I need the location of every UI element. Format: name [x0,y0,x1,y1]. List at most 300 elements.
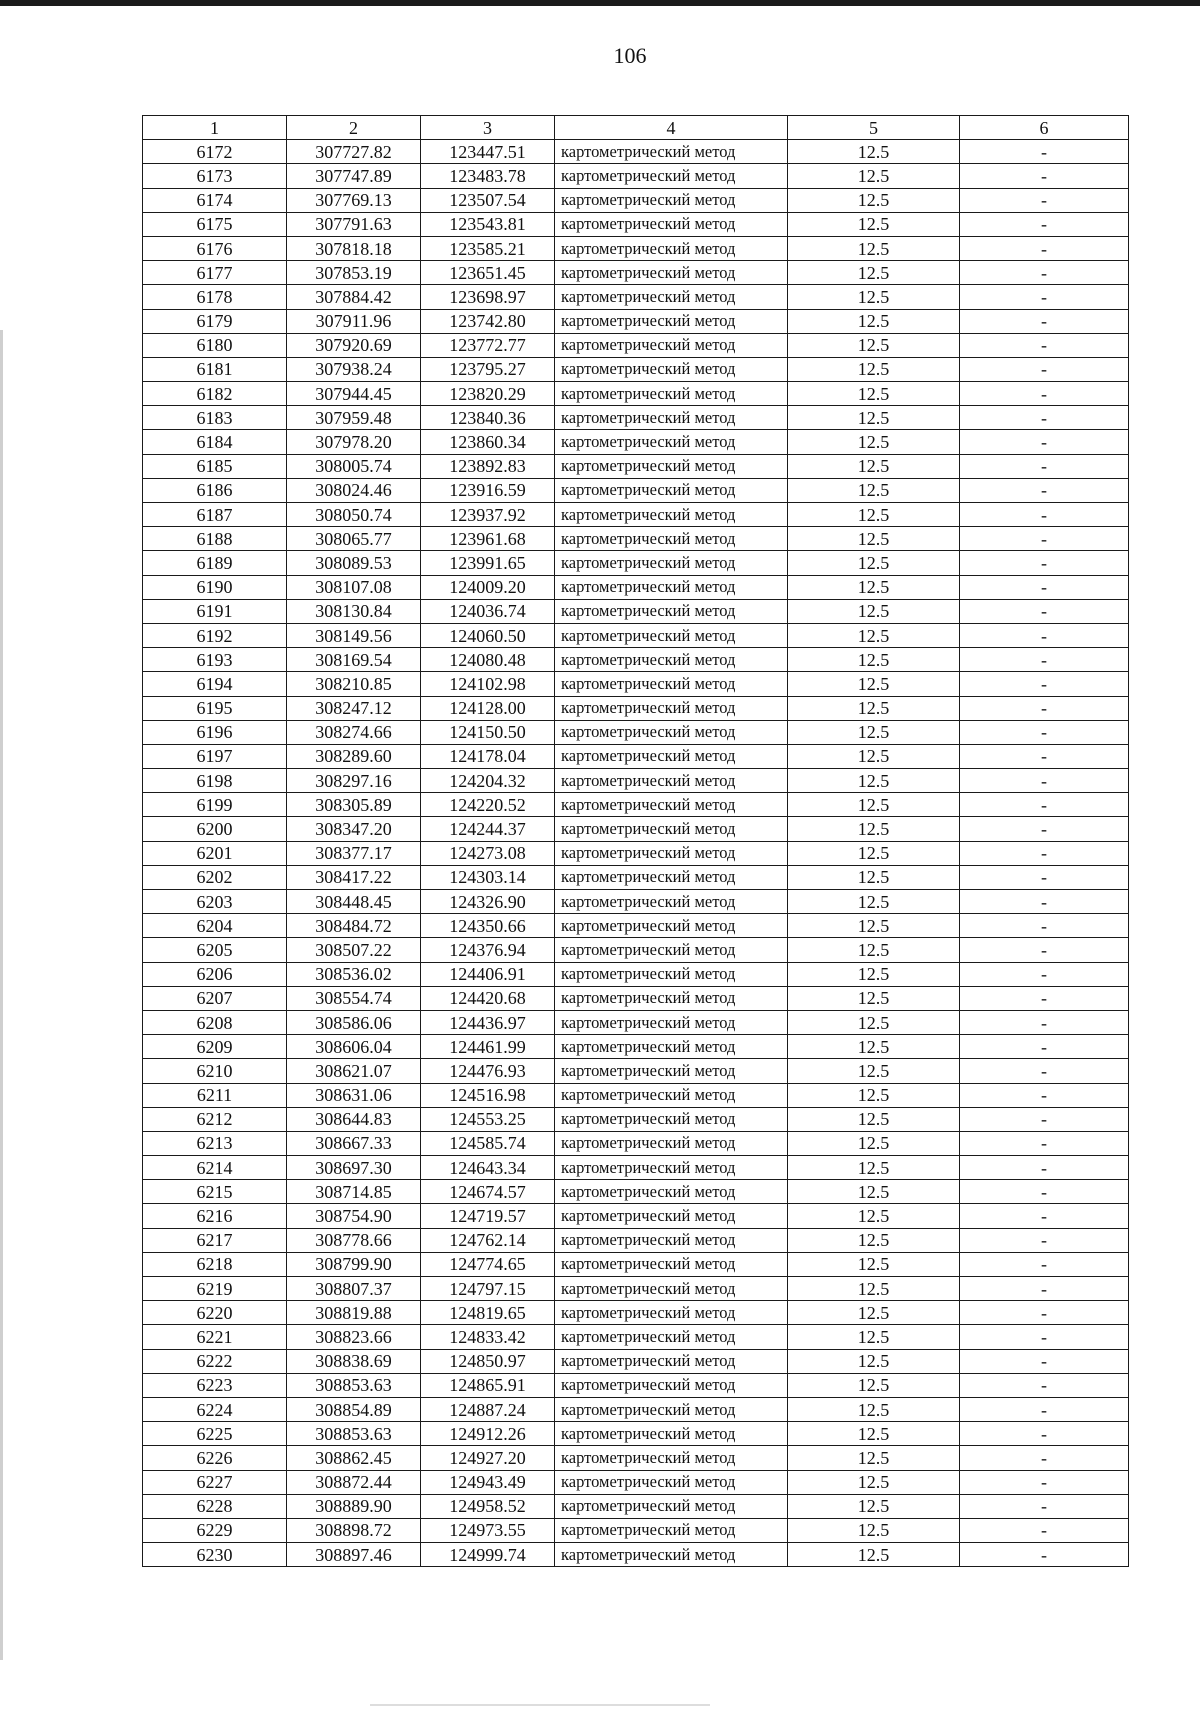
y-coordinate-cell: 124303.14 [421,865,555,889]
accuracy-cell: 12.5 [788,938,960,962]
x-coordinate-cell: 308667.33 [287,1131,421,1155]
note-cell: - [960,696,1129,720]
point-number-cell: 6178 [143,285,287,309]
accuracy-cell: 12.5 [788,285,960,309]
note-cell: - [960,406,1129,430]
note-cell: - [960,1156,1129,1180]
header-cell-1: 1 [143,116,287,140]
note-cell: - [960,817,1129,841]
y-coordinate-cell: 124819.65 [421,1301,555,1325]
method-cell: картометрический метод [555,1470,788,1494]
note-cell: - [960,1518,1129,1542]
y-coordinate-cell: 124516.98 [421,1083,555,1107]
y-coordinate-cell: 124273.08 [421,841,555,865]
point-number-cell: 6196 [143,720,287,744]
method-cell: картометрический метод [555,1156,788,1180]
note-cell: - [960,1543,1129,1567]
method-cell: картометрический метод [555,769,788,793]
method-cell: картометрический метод [555,333,788,357]
x-coordinate-cell: 308853.63 [287,1373,421,1397]
table-row [143,212,1129,236]
y-coordinate-cell: 124376.94 [421,938,555,962]
x-coordinate-cell: 308799.90 [287,1252,421,1276]
note-cell: - [960,1010,1129,1034]
x-coordinate-cell: 308448.45 [287,890,421,914]
top-border-rule [0,0,1200,6]
method-cell: картометрический метод [555,1349,788,1373]
accuracy-cell: 12.5 [788,1083,960,1107]
table-row [143,1035,1129,1059]
header-cell-4: 4 [555,116,788,140]
x-coordinate-cell: 308897.46 [287,1543,421,1567]
y-coordinate-cell: 124150.50 [421,720,555,744]
point-number-cell: 6173 [143,164,287,188]
note-cell: - [960,527,1129,551]
note-cell: - [960,1494,1129,1518]
header-cell-5: 5 [788,116,960,140]
x-coordinate-cell: 308872.44 [287,1470,421,1494]
y-coordinate-cell: 124080.48 [421,648,555,672]
x-coordinate-cell: 308854.89 [287,1397,421,1421]
table-row [143,261,1129,285]
note-cell: - [960,1277,1129,1301]
point-number-cell: 6191 [143,599,287,623]
x-coordinate-cell: 308297.16 [287,769,421,793]
table-row [143,841,1129,865]
point-number-cell: 6209 [143,1035,287,1059]
table-row [143,1107,1129,1131]
table-row [143,696,1129,720]
table-row [143,1010,1129,1034]
x-coordinate-cell: 307959.48 [287,406,421,430]
method-cell: картометрический метод [555,1446,788,1470]
point-number-cell: 6214 [143,1156,287,1180]
note-cell: - [960,1446,1129,1470]
table-row [143,744,1129,768]
method-cell: картометрический метод [555,1494,788,1518]
table-row [143,382,1129,406]
method-cell: картометрический метод [555,1204,788,1228]
note-cell: - [960,744,1129,768]
point-number-cell: 6228 [143,1494,287,1518]
header-cell-3: 3 [421,116,555,140]
x-coordinate-cell: 308778.66 [287,1228,421,1252]
note-cell: - [960,1107,1129,1131]
method-cell: картометрический метод [555,1373,788,1397]
accuracy-cell: 12.5 [788,1373,960,1397]
x-coordinate-cell: 308819.88 [287,1301,421,1325]
table-row [143,236,1129,260]
method-cell: картометрический метод [555,1422,788,1446]
y-coordinate-cell: 124350.66 [421,914,555,938]
method-cell: картометрический метод [555,1228,788,1252]
method-cell: картометрический метод [555,793,788,817]
method-cell: картометрический метод [555,599,788,623]
y-coordinate-cell: 123795.27 [421,357,555,381]
x-coordinate-cell: 307884.42 [287,285,421,309]
accuracy-cell: 12.5 [788,1397,960,1421]
method-cell: картометрический метод [555,478,788,502]
method-cell: картометрический метод [555,648,788,672]
accuracy-cell: 12.5 [788,769,960,793]
table-row [143,720,1129,744]
point-number-cell: 6225 [143,1422,287,1446]
scan-edge-shadow [0,330,3,1660]
accuracy-cell: 12.5 [788,1204,960,1228]
note-cell: - [960,1059,1129,1083]
point-number-cell: 6195 [143,696,287,720]
y-coordinate-cell: 124060.50 [421,623,555,647]
accuracy-cell: 12.5 [788,672,960,696]
accuracy-cell: 12.5 [788,986,960,1010]
method-cell: картометрический метод [555,164,788,188]
point-number-cell: 6189 [143,551,287,575]
table-row [143,1422,1129,1446]
y-coordinate-cell: 124009.20 [421,575,555,599]
y-coordinate-cell: 124476.93 [421,1059,555,1083]
method-cell: картометрический метод [555,527,788,551]
point-number-cell: 6222 [143,1349,287,1373]
table-row [143,575,1129,599]
point-number-cell: 6175 [143,212,287,236]
accuracy-cell: 12.5 [788,406,960,430]
accuracy-cell: 12.5 [788,817,960,841]
note-cell: - [960,841,1129,865]
x-coordinate-cell: 308417.22 [287,865,421,889]
accuracy-cell: 12.5 [788,478,960,502]
point-number-cell: 6183 [143,406,287,430]
x-coordinate-cell: 308554.74 [287,986,421,1010]
method-cell: картометрический метод [555,1543,788,1567]
accuracy-cell: 12.5 [788,382,960,406]
table-row [143,1131,1129,1155]
table-row [143,309,1129,333]
point-number-cell: 6184 [143,430,287,454]
table-row [143,478,1129,502]
accuracy-cell: 12.5 [788,1131,960,1155]
x-coordinate-cell: 308853.63 [287,1422,421,1446]
x-coordinate-cell: 308289.60 [287,744,421,768]
note-cell: - [960,672,1129,696]
method-cell: картометрический метод [555,817,788,841]
note-cell: - [960,986,1129,1010]
accuracy-cell: 12.5 [788,1325,960,1349]
y-coordinate-cell: 124436.97 [421,1010,555,1034]
table-row [143,599,1129,623]
y-coordinate-cell: 124958.52 [421,1494,555,1518]
accuracy-cell: 12.5 [788,1156,960,1180]
point-number-cell: 6197 [143,744,287,768]
table-row [143,503,1129,527]
x-coordinate-cell: 308024.46 [287,478,421,502]
y-coordinate-cell: 124762.14 [421,1228,555,1252]
point-number-cell: 6200 [143,817,287,841]
x-coordinate-cell: 308050.74 [287,503,421,527]
header-cell-6: 6 [960,116,1129,140]
method-cell: картометрический метод [555,720,788,744]
x-coordinate-cell: 308107.08 [287,575,421,599]
accuracy-cell: 12.5 [788,1349,960,1373]
x-coordinate-cell: 308377.17 [287,841,421,865]
accuracy-cell: 12.5 [788,744,960,768]
y-coordinate-cell: 123892.83 [421,454,555,478]
table-row [143,140,1129,164]
accuracy-cell: 12.5 [788,890,960,914]
point-number-cell: 6181 [143,357,287,381]
x-coordinate-cell: 307727.82 [287,140,421,164]
method-cell: картометрический метод [555,986,788,1010]
table-row [143,1301,1129,1325]
note-cell: - [960,1131,1129,1155]
point-number-cell: 6202 [143,865,287,889]
x-coordinate-cell: 308247.12 [287,696,421,720]
method-cell: картометрический метод [555,1035,788,1059]
y-coordinate-cell: 123840.36 [421,406,555,430]
point-number-cell: 6223 [143,1373,287,1397]
table-row [143,1277,1129,1301]
point-number-cell: 6221 [143,1325,287,1349]
x-coordinate-cell: 307920.69 [287,333,421,357]
accuracy-cell: 12.5 [788,1518,960,1542]
point-number-cell: 6172 [143,140,287,164]
page-number: 106 [613,43,647,68]
note-cell: - [960,478,1129,502]
note-cell: - [960,1083,1129,1107]
x-coordinate-cell: 308862.45 [287,1446,421,1470]
method-cell: картометрический метод [555,285,788,309]
table-row [143,188,1129,212]
accuracy-cell: 12.5 [788,1494,960,1518]
table-row [143,623,1129,647]
note-cell: - [960,793,1129,817]
point-number-cell: 6207 [143,986,287,1010]
accuracy-cell: 12.5 [788,212,960,236]
table-row [143,1156,1129,1180]
note-cell: - [960,333,1129,357]
x-coordinate-cell: 308089.53 [287,551,421,575]
y-coordinate-cell: 123543.81 [421,212,555,236]
coordinates-table-body [143,116,1129,1567]
x-coordinate-cell: 307769.13 [287,188,421,212]
x-coordinate-cell: 308149.56 [287,623,421,647]
accuracy-cell: 12.5 [788,430,960,454]
x-coordinate-cell: 308606.04 [287,1035,421,1059]
method-cell: картометрический метод [555,1252,788,1276]
x-coordinate-cell: 308274.66 [287,720,421,744]
table-row [143,769,1129,793]
note-cell: - [960,720,1129,744]
table-row [143,1325,1129,1349]
point-number-cell: 6186 [143,478,287,502]
point-number-cell: 6182 [143,382,287,406]
note-cell: - [960,454,1129,478]
x-coordinate-cell: 308621.07 [287,1059,421,1083]
table-row [143,1494,1129,1518]
point-number-cell: 6192 [143,623,287,647]
note-cell: - [960,188,1129,212]
y-coordinate-cell: 124999.74 [421,1543,555,1567]
y-coordinate-cell: 124102.98 [421,672,555,696]
table-row [143,865,1129,889]
y-coordinate-cell: 124036.74 [421,599,555,623]
method-cell: картометрический метод [555,1277,788,1301]
table-row [143,1397,1129,1421]
table-row [143,1518,1129,1542]
note-cell: - [960,1349,1129,1373]
method-cell: картометрический метод [555,1010,788,1034]
table-row [143,938,1129,962]
y-coordinate-cell: 123483.78 [421,164,555,188]
y-coordinate-cell: 123916.59 [421,478,555,502]
y-coordinate-cell: 124406.91 [421,962,555,986]
method-cell: картометрический метод [555,865,788,889]
note-cell: - [960,962,1129,986]
table-row [143,1252,1129,1276]
accuracy-cell: 12.5 [788,793,960,817]
accuracy-cell: 12.5 [788,648,960,672]
point-number-cell: 6217 [143,1228,287,1252]
table-row [143,1543,1129,1567]
method-cell: картометрический метод [555,938,788,962]
y-coordinate-cell: 124326.90 [421,890,555,914]
method-cell: картометрический метод [555,261,788,285]
x-coordinate-cell: 307818.18 [287,236,421,260]
note-cell: - [960,551,1129,575]
accuracy-cell: 12.5 [788,236,960,260]
accuracy-cell: 12.5 [788,575,960,599]
point-number-cell: 6208 [143,1010,287,1034]
accuracy-cell: 12.5 [788,1543,960,1567]
scan-artifact [370,1704,710,1706]
accuracy-cell: 12.5 [788,503,960,527]
x-coordinate-cell: 307853.19 [287,261,421,285]
point-number-cell: 6179 [143,309,287,333]
point-number-cell: 6190 [143,575,287,599]
point-number-cell: 6218 [143,1252,287,1276]
method-cell: картометрический метод [555,1301,788,1325]
note-cell: - [960,430,1129,454]
table-row [143,1083,1129,1107]
point-number-cell: 6227 [143,1470,287,1494]
method-cell: картометрический метод [555,672,788,696]
y-coordinate-cell: 124887.24 [421,1397,555,1421]
point-number-cell: 6185 [143,454,287,478]
method-cell: картометрический метод [555,962,788,986]
method-cell: картометрический метод [555,454,788,478]
method-cell: картометрический метод [555,1180,788,1204]
y-coordinate-cell: 124244.37 [421,817,555,841]
table-row [143,962,1129,986]
x-coordinate-cell: 307944.45 [287,382,421,406]
point-number-cell: 6194 [143,672,287,696]
method-cell: картометрический метод [555,744,788,768]
x-coordinate-cell: 308889.90 [287,1494,421,1518]
table-row [143,551,1129,575]
method-cell: картометрический метод [555,188,788,212]
y-coordinate-cell: 123742.80 [421,309,555,333]
y-coordinate-cell: 124420.68 [421,986,555,1010]
accuracy-cell: 12.5 [788,1252,960,1276]
table-row [143,914,1129,938]
y-coordinate-cell: 123937.92 [421,503,555,527]
accuracy-cell: 12.5 [788,865,960,889]
y-coordinate-cell: 123651.45 [421,261,555,285]
method-cell: картометрический метод [555,1131,788,1155]
note-cell: - [960,1035,1129,1059]
table-header-row [143,116,1129,140]
table-row [143,1373,1129,1397]
y-coordinate-cell: 124461.99 [421,1035,555,1059]
point-number-cell: 6219 [143,1277,287,1301]
table-row [143,1180,1129,1204]
accuracy-cell: 12.5 [788,1059,960,1083]
table-row [143,285,1129,309]
accuracy-cell: 12.5 [788,309,960,333]
x-coordinate-cell: 308210.85 [287,672,421,696]
table-row [143,793,1129,817]
method-cell: картометрический метод [555,1325,788,1349]
method-cell: картометрический метод [555,623,788,647]
accuracy-cell: 12.5 [788,551,960,575]
method-cell: картометрический метод [555,1107,788,1131]
note-cell: - [960,1397,1129,1421]
note-cell: - [960,623,1129,647]
note-cell: - [960,1204,1129,1228]
y-coordinate-cell: 123507.54 [421,188,555,212]
y-coordinate-cell: 124927.20 [421,1446,555,1470]
x-coordinate-cell: 307791.63 [287,212,421,236]
point-number-cell: 6188 [143,527,287,551]
table-row [143,406,1129,430]
y-coordinate-cell: 124774.65 [421,1252,555,1276]
accuracy-cell: 12.5 [788,1277,960,1301]
table-row [143,1349,1129,1373]
x-coordinate-cell: 308507.22 [287,938,421,962]
x-coordinate-cell: 307938.24 [287,357,421,381]
accuracy-cell: 12.5 [788,261,960,285]
table-row [143,1059,1129,1083]
y-coordinate-cell: 124850.97 [421,1349,555,1373]
note-cell: - [960,1228,1129,1252]
note-cell: - [960,865,1129,889]
point-number-cell: 6230 [143,1543,287,1567]
y-coordinate-cell: 123961.68 [421,527,555,551]
note-cell: - [960,1422,1129,1446]
accuracy-cell: 12.5 [788,1228,960,1252]
method-cell: картометрический метод [555,140,788,164]
method-cell: картометрический метод [555,1083,788,1107]
point-number-cell: 6216 [143,1204,287,1228]
note-cell: - [960,1180,1129,1204]
note-cell: - [960,503,1129,527]
method-cell: картометрический метод [555,841,788,865]
x-coordinate-cell: 308644.83 [287,1107,421,1131]
method-cell: картометрический метод [555,914,788,938]
note-cell: - [960,212,1129,236]
y-coordinate-cell: 123698.97 [421,285,555,309]
x-coordinate-cell: 308347.20 [287,817,421,841]
point-number-cell: 6198 [143,769,287,793]
note-cell: - [960,1470,1129,1494]
accuracy-cell: 12.5 [788,1470,960,1494]
point-number-cell: 6187 [143,503,287,527]
accuracy-cell: 12.5 [788,720,960,744]
note-cell: - [960,1252,1129,1276]
accuracy-cell: 12.5 [788,1446,960,1470]
x-coordinate-cell: 308631.06 [287,1083,421,1107]
method-cell: картометрический метод [555,503,788,527]
x-coordinate-cell: 308823.66 [287,1325,421,1349]
